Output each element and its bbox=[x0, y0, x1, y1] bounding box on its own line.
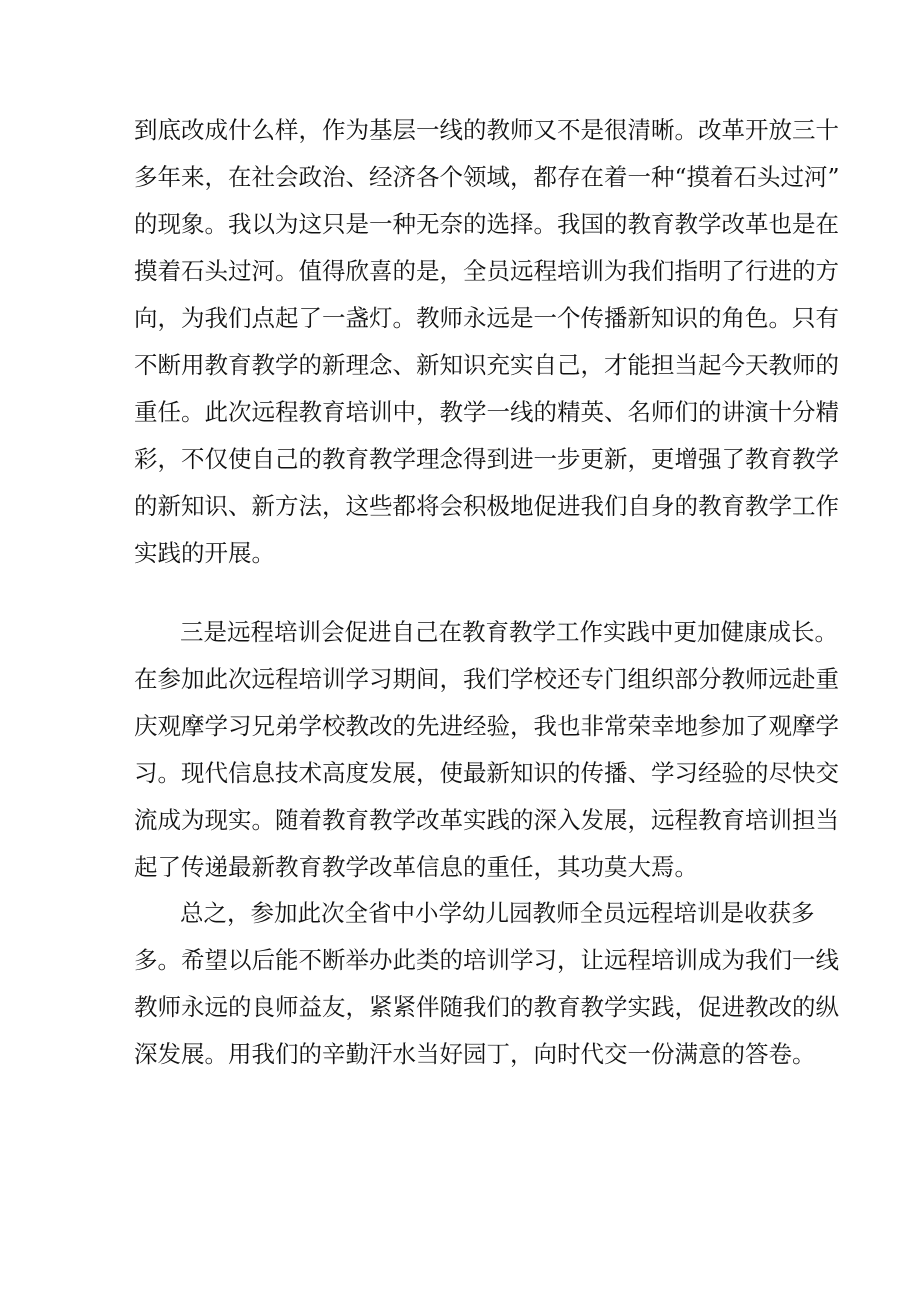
text-line: 总之，参加此次全省中小学幼儿园教师全员远程培训是收获多 bbox=[180, 899, 815, 927]
text-line: 习。现代信息技术高度发展，使最新知识的传播、学习经验的尽快交 bbox=[134, 759, 839, 787]
text-line: 多年来，在社会政治、经济各个领域，都存在着一种“摸着石头过河” bbox=[134, 163, 840, 191]
paragraph-continuation bbox=[134, 107, 840, 577]
text-line: 彩，不仅使自己的教育教学理念得到进一步更新，更增强了教育教学 bbox=[134, 445, 839, 473]
text-line: 三是远程培训会促进自己在教育教学工作实践中更加健康成长。 bbox=[180, 618, 838, 646]
text-line: 深发展。用我们的辛勤汗水当好园丁，向时代交一份满意的答卷。 bbox=[134, 1040, 816, 1068]
text-line: 庆观摩学习兄弟学校教改的先进经验，我也非常荣幸地参加了观摩学 bbox=[134, 712, 839, 740]
text-line: 教师永远的良师益友，紧紧伴随我们的教育教学实践，促进教改的纵 bbox=[134, 993, 839, 1021]
text-line: 实践的开展。 bbox=[134, 539, 275, 567]
text-line: 的现象。我以为这只是一种无奈的选择。我国的教育教学改革也是在 bbox=[134, 210, 839, 238]
text-line: 流成为现实。随着教育教学改革实践的深入发展，远程教育培训担当 bbox=[134, 806, 839, 834]
paragraph-third-point bbox=[134, 609, 839, 891]
text-line: 不断用教育教学的新理念、新知识充实自己，才能担当起今天教师的 bbox=[134, 351, 839, 379]
text-line: 摸着石头过河。值得欣喜的是，全员远程培训为我们指明了行进的方 bbox=[134, 257, 839, 285]
text-line: 在参加此次远程培训学习期间，我们学校还专门组织部分教师远赴重 bbox=[134, 665, 839, 693]
text-line: 多。希望以后能不断举办此类的培训学习，让远程培训成为我们一线 bbox=[134, 946, 839, 974]
text-line: 的新知识、新方法，这些都将会积极地促进我们自身的教育教学工作 bbox=[134, 492, 839, 520]
paragraph-conclusion bbox=[134, 890, 839, 1078]
text-line: 起了传递最新教育教学改革信息的重任，其功莫大焉。 bbox=[134, 853, 698, 881]
text-line: 到底改成什么样，作为基层一线的教师又不是很清晰。改革开放三十 bbox=[134, 116, 839, 144]
text-line: 向，为我们点起了一盏灯。教师永远是一个传播新知识的角色。只有 bbox=[134, 304, 839, 332]
text-line: 重任。此次远程教育培训中，教学一线的精英、名师们的讲演十分精 bbox=[134, 398, 839, 426]
